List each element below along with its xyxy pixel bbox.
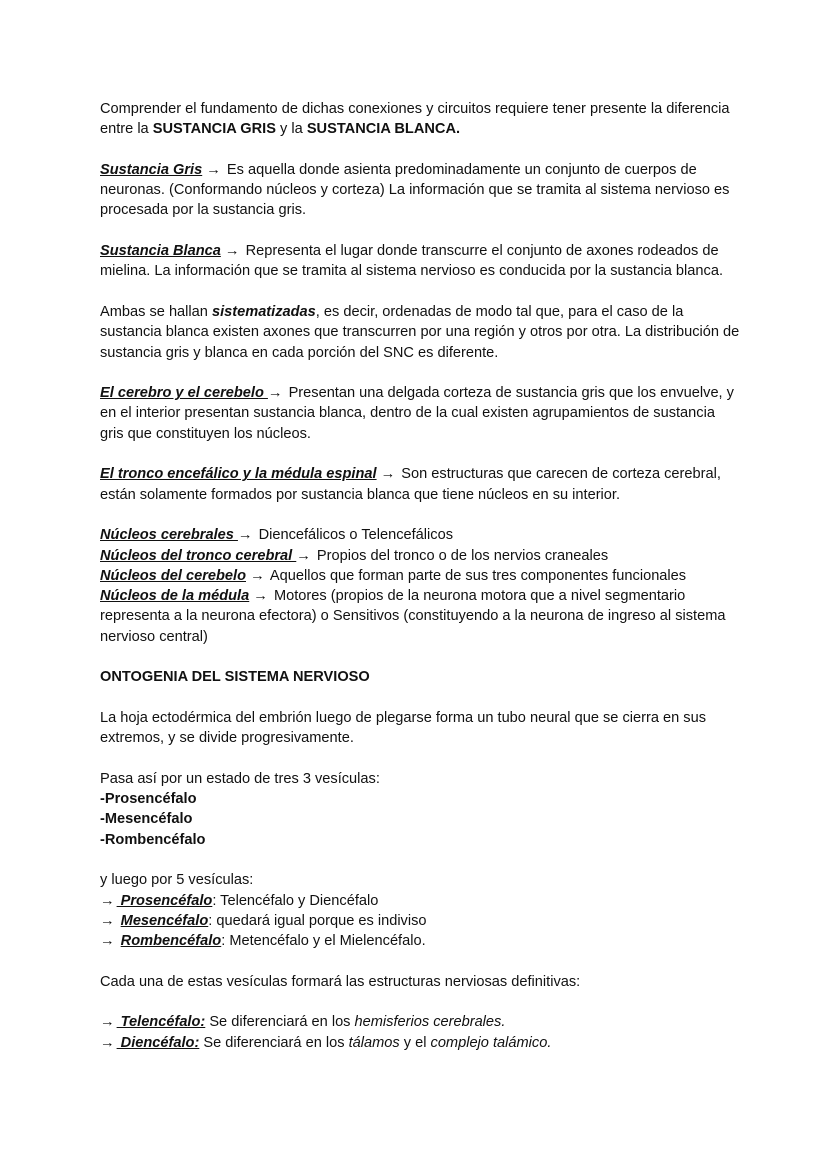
arrow-icon: → [100,912,115,929]
sustancia-gris-term: Sustancia Gris [100,161,203,178]
diencefalo-item [100,1033,740,1053]
sustancia-gris-definition: Es aquella donde asienta predominadamente un conjunto de cuerpos de neuronas. (Conformando núcleos y corteza) La información que se tramita al sistema nervioso es procesada por la sustancia gris. [100,161,730,219]
telencefalo-text: Se diferenciará en los [205,1014,355,1031]
vesicula-item: -Mesencéfalo [100,811,193,828]
sustancia-gris-paragraph [100,160,740,221]
tres-vesiculas-intro: Pasa así por un estado de tres 3 vesículas: [100,770,380,787]
tronco-paragraph [100,464,740,505]
sustancia-blanca-definition: Representa el lugar donde transcurre el conjunto de axones rodeados de mielina. La información que se tramita al sistema nervioso es conducida por la sustancia blanca. [100,243,723,280]
arrow-icon: → [100,892,115,909]
nucleo-definition: Diencefálicos o Telencefálicos [254,527,453,544]
sustancia-gris-emphasis: SUSTANCIA GRIS [152,121,276,138]
intro-connector: y la [275,121,307,138]
arrow-icon: → [224,243,240,260]
hemisferios-emphasis: hemisferios cerebrales. [354,1014,506,1031]
telencefalo-term: Telencéfalo: [116,1014,206,1031]
talamos-emphasis: tálamos [348,1034,400,1051]
ambas-text-continued: , es decir, ordenadas de modo tal que, para el caso de la sustancia blanca existen axones que transcurren por una región y otros por otra. La distribución de sustancia gris y blanca en cada porción del SNC es diferente. [100,303,740,361]
arrow-icon: → [206,161,221,178]
nucleo-item [100,525,740,545]
vesicula-item: -Prosencéfalo [100,791,197,808]
arrow-icon: → [100,933,115,950]
nucleo-item [100,566,740,586]
estructuras-intro: Cada una de estas vesículas formará las estructuras nerviosas definitivas: [100,973,581,990]
telencefalo-item [100,1012,740,1032]
cerebro-paragraph [100,383,740,444]
arrow-icon: → [253,588,268,605]
intro-paragraph [100,99,740,140]
nucleo-term: Núcleos del tronco cerebral [100,547,297,564]
nucleo-item [100,586,740,647]
diencefalo-connector: y el [399,1034,431,1051]
arrow-icon: → [250,567,265,584]
cerebro-definition: Presentan una delgada corteza de sustancia gris que los envuelve, y en el interior presentan sustancia blanca, dentro de la cual existen agrupamientos de sustancia gris que constituyen los núcleos. [100,385,734,442]
document-body [100,99,740,1053]
vesicula-definition: : quedará igual porque es indiviso [208,912,427,929]
nucleo-item [100,546,740,566]
arrow-icon: → [267,385,283,402]
arrow-icon: → [100,1034,115,1051]
vesicula-term: Prosencéfalo [116,892,213,909]
vesicula-term: Rombencéfalo [120,933,222,950]
intro-text: Comprender el fundamento de dichas conexiones y circuitos requiere tener presente la diferencia entre la [100,101,730,138]
sistematizadas-paragraph [100,302,740,363]
vesicula-item [100,891,740,911]
sistematizadas-term: sistematizadas [211,303,316,320]
tronco-definition: Son estructuras que carecen de corteza cerebral, están solamente formados por sustancia blanca que tiene núcleos en su interior. [100,466,721,503]
vesicula-definition: : Telencéfalo y Diencéfalo [212,892,379,909]
diencefalo-text: Se diferenciará en los [199,1034,349,1051]
tronco-term: El tronco encefálico y la médula espinal [100,466,377,483]
nucleo-definition: Propios del tronco o de los nervios craneales [312,547,609,564]
complejo-talamico-emphasis: complejo talámico. [430,1034,552,1051]
arrow-icon: → [100,1014,115,1031]
nucleo-definition: Aquellos que forman parte de sus tres componentes funcionales [266,567,687,584]
vesicula-item: -Rombencéfalo [100,831,206,848]
diencefalo-term: Diencéfalo: [116,1034,200,1051]
sustancia-blanca-emphasis: SUSTANCIA BLANCA. [306,121,461,138]
section-heading: ONTOGENIA DEL SISTEMA NERVIOSO [100,669,370,686]
nucleo-term: Núcleos de la médula [100,588,250,605]
vesicula-term: Mesencéfalo [120,912,209,929]
arrow-icon: → [380,466,396,483]
cerebro-term: El cerebro y el cerebelo [100,385,268,402]
nucleo-definition: Motores (propios de la neurona motora que a nivel segmentario representa a la neurona efectora) o Sensitivos (constituyendo a la neurona de ingreso al sistema nervioso central) [100,588,726,645]
arrow-icon: → [237,527,253,544]
nucleo-term: Núcleos cerebrales [100,527,238,544]
vesicula-item [100,931,740,951]
arrow-icon: → [296,547,311,564]
vesicula-definition: : Metencéfalo y el Mielencéfalo. [221,933,426,950]
ambas-text: Ambas se hallan [100,303,212,320]
sustancia-blanca-paragraph [100,241,740,282]
nucleo-term: Núcleos del cerebelo [100,567,246,584]
cinco-vesiculas-intro: y luego por 5 vesículas: [100,872,254,889]
sustancia-blanca-term: Sustancia Blanca [100,243,221,260]
vesicula-item [100,911,740,931]
ontogenia-paragraph: La hoja ectodérmica del embrión luego de plegarse forma un tubo neural que se cierra en sus extremos, y se divide progresivamente. [100,709,707,747]
